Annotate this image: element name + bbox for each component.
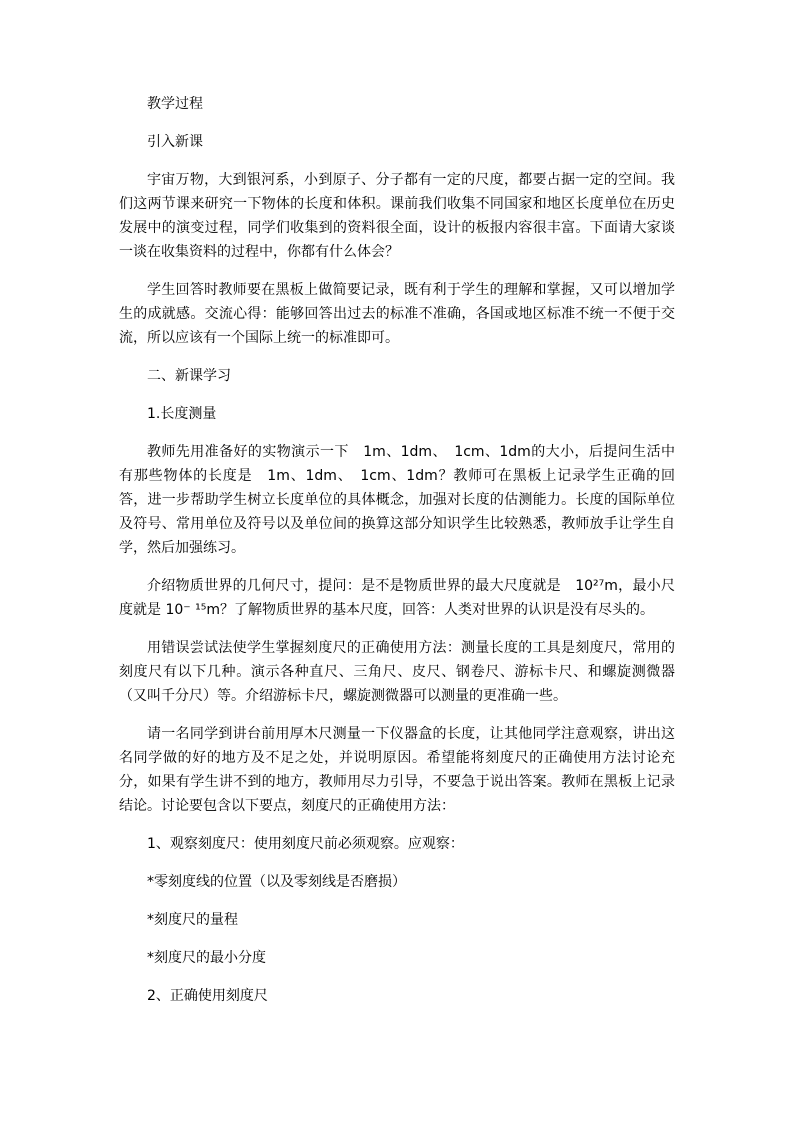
paragraph-scale: 介绍物质世界的几何尺寸，提问：是不是物质世界的最大尺度就是 10²⁷m，最小尺度就是 10⁻ ¹⁵m？了解物质世界的基本尺度，回答：人类对世界的认识是没有尽头的。 [119,578,675,618]
paragraph-rulers: 用错误尝试法使学生掌握刻度尺的正确使用方法：测量长度的工具是刻度尺，常用的刻度尺有以下几种。演示各种直尺、三角尺、皮尺、钢卷尺、游标卡尺、和螺旋测微器（又叫千分尺）等。介绍游标卡尺，螺旋测微器可以测量的更准确一些。 [119,640,675,704]
subsection-length-measurement: 1.长度测量 [147,406,217,422]
list-item-observe: 1、观察刻度尺：使用刻度尺前必须观察。应观察： [147,836,464,852]
section-title: 教学过程 [147,96,203,112]
list-item-zero-mark: *零刻度线的位置（以及零刻线是否磨损） [147,874,406,890]
section-new-lesson: 二、新课学习 [147,368,231,384]
subsection-title: 引入新课 [147,134,203,150]
document-page [119,92,675,1022]
paragraph-student-answer: 学生回答时教师要在黑板上做简要记录，既有利于学生的理解和掌握，又可以增加学生的成就感。交流心得：能够回答出过去的标准不准确，各国或地区标准不统一不便于交流，所以应该有一个国际上统一的标准即可。 [119,282,675,346]
list-item-min-division: *刻度尺的最小分度 [147,950,266,966]
list-item-correct-use: 2、正确使用刻度尺 [147,988,268,1004]
paragraph-practice: 请一名同学到讲台前用厚木尺测量一下仪器盒的长度，让其他同学注意观察，讲出这名同学做的好的地方及不足之处，并说明原因。希望能将刻度尺的正确使用方法讨论充分，如果有学生讲不到的地方，教师用尽力引导，不要急于说出答案。教师在黑板上记录结论。讨论要包含以下要点，刻度尺的正确使用方法： [119,726,675,814]
paragraph-intro: 宇宙万物，大到银河系，小到原子、分子都有一定的尺度，都要占据一定的空间。我们这两节课来研究一下物体的长度和体积。课前我们收集不同国家和地区长度单位在历史发展中的演变过程，同学们收集到的资料很全面，设计的板报内容很丰富。下面请大家谈一谈在收集资料的过程中，你都有什么体会？ [119,172,675,260]
list-item-range: *刻度尺的量程 [147,912,238,928]
paragraph-demonstration: 教师先用准备好的实物演示一下 1m、1dm、 1cm、1dm的大小，后提问生活中有那些物体的长度是 1m、1dm、 1cm、1dm？教师可在黑板上记录学生正确的回答，进一步帮助学生树立长度单位的具体概念，加强对长度的估测能力。长度的国际单位及符号、常用单位及符号以及单位间的换算这部分知识学生比较熟悉，教师放手让学生自学，然后加强练习。 [119,444,675,556]
